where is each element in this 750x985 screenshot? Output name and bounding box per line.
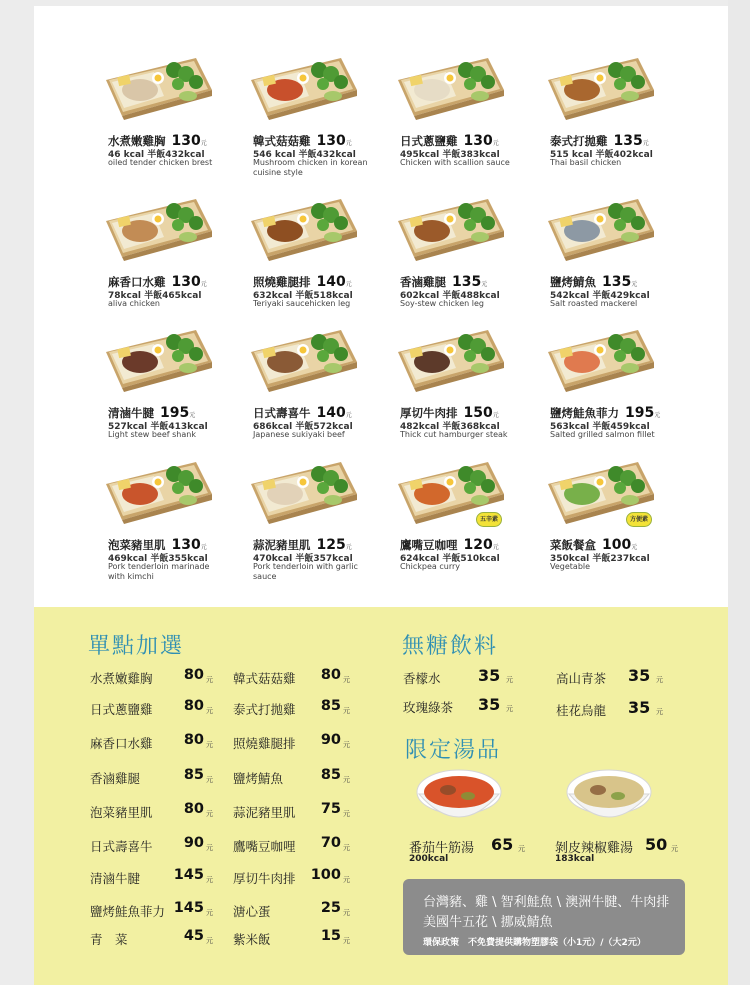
addon-item-name: 泡菜豬里肌 (90, 805, 153, 820)
currency-unit: 元 (206, 844, 213, 852)
meal-english-name: oiled tender chicken brest (108, 158, 213, 167)
currency-unit: 元 (206, 810, 213, 818)
currency-unit: 元 (345, 140, 352, 147)
currency-unit: 元 (343, 707, 350, 715)
currency-unit: 元 (656, 676, 663, 684)
meal-card (396, 328, 546, 468)
meal-box-image (104, 197, 212, 261)
meal-price: 100 (602, 537, 632, 553)
addon-item-name: 溏心蛋 (233, 904, 271, 919)
meal-english-name: Thick cut hamburger steak (400, 430, 508, 439)
meal-calories: 624kcal 半飯510kcal (400, 554, 500, 564)
addon-item-name: 日式蔥鹽雞 (90, 702, 153, 717)
addon-item-name: 泰式打拋雞 (233, 702, 296, 717)
meal-box-image (396, 197, 504, 261)
soup-bowl-image (566, 768, 652, 828)
soups-title: 限定湯品 (405, 738, 502, 763)
meal-card (396, 460, 546, 600)
meal-calories: 469kcal 半飯355kcal (108, 554, 208, 564)
meal-calories: 632kcal 半飯518kcal (253, 291, 353, 301)
drink-name: 高山青茶 (556, 671, 607, 686)
meal-card (249, 56, 399, 196)
currency-unit: 元 (200, 544, 207, 551)
addon-item-name: 日式壽喜牛 (90, 839, 153, 854)
addon-item-price: 70 (320, 835, 341, 851)
addon-item-price: 80 (183, 698, 204, 714)
soup-price: 50 (645, 835, 668, 854)
drink-price: 35 (628, 698, 651, 717)
meal-name: 菜飯餐盒 (550, 538, 596, 552)
currency-unit: 元 (343, 741, 350, 749)
meal-name: 照燒雞腿排 (253, 275, 311, 289)
meal-calories: 350kcal 半飯237kcal (550, 554, 650, 564)
currency-unit: 元 (345, 281, 352, 288)
addon-item-price: 80 (320, 667, 341, 683)
meal-box-image (104, 460, 212, 524)
meal-card (249, 460, 399, 600)
meal-name: 鷹嘴豆咖哩 (400, 538, 458, 552)
addon-item-name: 鹽烤鮭魚菲力 (90, 904, 166, 919)
meal-price: 140 (316, 405, 346, 421)
meal-price: 195 (160, 405, 190, 421)
meal-calories: 482kcal 半飯368kcal (400, 422, 500, 432)
addon-item-name: 香滷雞腿 (90, 771, 141, 786)
meal-card (546, 328, 696, 468)
drinks-title: 無糖飲料 (402, 634, 499, 659)
currency-unit: 元 (656, 708, 663, 716)
meal-price: 135 (602, 274, 632, 290)
currency-unit: 元 (206, 876, 213, 884)
currency-unit: 元 (492, 412, 499, 419)
meal-english-name: Thai basil chicken (550, 158, 622, 167)
meal-price: 135 (452, 274, 482, 290)
page-margin (728, 0, 750, 985)
soup-price: 65 (491, 835, 514, 854)
meal-card (104, 460, 254, 600)
note-bag-policy: 環保政策 不免費提供購物塑膠袋（小1元）/（大2元） (423, 938, 646, 948)
meal-calories: 78kcal 半飯465kcal (108, 291, 202, 301)
currency-unit: 元 (345, 544, 352, 551)
meal-price: 130 (463, 133, 493, 149)
drink-name: 香檬水 (403, 671, 441, 686)
meal-card (546, 197, 696, 337)
addon-item-name: 清滷牛腱 (90, 871, 141, 886)
meal-english-name: Teriyaki saucehicken leg (253, 299, 351, 308)
currency-unit: 元 (631, 544, 638, 551)
currency-unit: 元 (671, 845, 678, 853)
drink-name: 玫瑰綠茶 (403, 700, 454, 715)
meal-box-image (546, 197, 654, 261)
meal-name: 水煮嫩雞胸 (108, 134, 166, 148)
addon-item-price: 85 (320, 698, 341, 714)
meal-card (546, 56, 696, 196)
addon-item-price: 90 (183, 835, 204, 851)
addon-item-price: 85 (183, 767, 204, 783)
addon-item-price: 80 (183, 801, 204, 817)
meal-price: 120 (463, 537, 493, 553)
currency-unit: 元 (206, 937, 213, 945)
meal-calories: 563kcal 半飯459kcal (550, 422, 650, 432)
meal-box-image (546, 56, 654, 120)
meal-name: 日式壽喜牛 (253, 406, 311, 420)
meal-box-image (249, 328, 357, 392)
addon-item-price: 80 (183, 667, 204, 683)
meal-english-name: Chicken with scallion sauce (400, 158, 510, 167)
meal-english-name: Vegetable (550, 562, 591, 571)
veg-badge: 方便素 (626, 512, 652, 527)
meal-name: 清滷牛腱 (108, 406, 154, 420)
meal-price: 130 (171, 133, 201, 149)
currency-unit: 元 (343, 909, 350, 917)
currency-unit: 元 (654, 412, 661, 419)
addon-item-name: 蒜泥豬里肌 (233, 805, 296, 820)
note-origin-line-2: 美國牛五花 \ 挪威鯖魚 (423, 915, 553, 930)
addon-item-name: 水煮嫩雞胸 (90, 671, 153, 686)
meal-name: 泰式打拋雞 (550, 134, 608, 148)
currency-unit: 元 (343, 810, 350, 818)
addon-item-name: 照燒雞腿排 (233, 736, 296, 751)
meal-card (546, 460, 696, 600)
addon-item-price: 145 (173, 900, 204, 916)
meal-calories: 602kcal 半飯488kcal (400, 291, 500, 301)
meal-english-name: Japanese sukiyaki beef (253, 430, 345, 439)
meal-box-image (104, 328, 212, 392)
soup-name: 剝皮辣椒雞湯 (555, 841, 634, 856)
currency-unit: 元 (343, 776, 350, 784)
addon-item-price: 90 (320, 732, 341, 748)
drink-price: 35 (628, 666, 651, 685)
meal-calories: 686kcal 半飯572kcal (253, 422, 353, 432)
meal-name: 厚切牛肉排 (400, 406, 458, 420)
sourcing-note (403, 879, 685, 955)
currency-unit: 元 (206, 909, 213, 917)
currency-unit: 元 (206, 776, 213, 784)
addon-item-name: 紫米飯 (233, 932, 271, 947)
meal-name: 韓式菇菇雞 (253, 134, 311, 148)
meal-english-name: Salt roasted mackerel (550, 299, 638, 308)
note-origin-line-1: 台灣豬、雞 \ 智利鮭魚 \ 澳洲牛腱、牛肉排 (423, 895, 670, 910)
meal-name: 蒜泥豬里肌 (253, 538, 311, 552)
meal-card (249, 197, 399, 337)
addon-item-price: 100 (310, 867, 341, 883)
currency-unit: 元 (492, 544, 499, 551)
meal-box-image (546, 328, 654, 392)
currency-unit: 元 (518, 845, 525, 853)
veg-badge: 五辛素 (476, 512, 502, 527)
meal-calories: 527kcal 半飯413kcal (108, 422, 208, 432)
meal-name: 泡菜豬里肌 (108, 538, 166, 552)
meal-calories: 546 kcal 半飯432kcal (253, 150, 356, 160)
meal-box-image (249, 460, 357, 524)
meal-price: 130 (171, 537, 201, 553)
currency-unit: 元 (481, 281, 488, 288)
meal-english-name: Pork tenderloin with garlic sauce (253, 562, 358, 581)
currency-unit: 元 (345, 412, 352, 419)
meal-price: 130 (171, 274, 201, 290)
addon-item-price: 145 (173, 867, 204, 883)
currency-unit: 元 (200, 281, 207, 288)
addon-item-price: 25 (320, 900, 341, 916)
meal-price: 135 (613, 133, 643, 149)
addon-item-name: 厚切牛肉排 (233, 871, 296, 886)
currency-unit: 元 (189, 412, 196, 419)
currency-unit: 元 (343, 937, 350, 945)
meal-calories: 495kcal 半飯383kcal (400, 150, 500, 160)
meal-card (249, 328, 399, 468)
currency-unit: 元 (506, 705, 513, 713)
soup-calories: 200kcal (409, 854, 449, 864)
drink-name: 桂花烏龍 (556, 703, 607, 718)
addon-item-name: 鹽烤鯖魚 (233, 771, 284, 786)
meal-card (396, 56, 546, 196)
meal-card (104, 56, 254, 196)
meal-box-image (249, 197, 357, 261)
addon-item-name: 韓式菇菇雞 (233, 671, 296, 686)
meal-calories: 542kcal 半飯429kcal (550, 291, 650, 301)
meal-box-image (396, 56, 504, 120)
meal-calories: 470kcal 半飯357kcal (253, 554, 353, 564)
meal-box-image (104, 56, 212, 120)
currency-unit: 元 (631, 281, 638, 288)
meal-calories: 46 kcal 半飯432kcal (108, 150, 205, 160)
soup-name: 番茄牛筋湯 (409, 841, 475, 856)
meal-name: 日式蔥鹽雞 (400, 134, 458, 148)
meal-name: 香滷雞腿 (400, 275, 446, 289)
meal-price: 195 (625, 405, 655, 421)
addon-item-name: 青 菜 (90, 932, 128, 947)
meal-name: 麻香口水雞 (108, 275, 166, 289)
soup-bowl-image (416, 768, 502, 828)
currency-unit: 元 (206, 707, 213, 715)
meal-english-name: Soy-stew chicken leg (400, 299, 484, 308)
meal-box-image (249, 56, 357, 120)
currency-unit: 元 (200, 140, 207, 147)
meal-english-name: Mushroom chicken in korean cuisine style (253, 158, 368, 177)
meal-name: 鹽烤鮭魚菲力 (550, 406, 619, 420)
addons-title: 單點加選 (88, 634, 185, 659)
meal-price: 150 (463, 405, 493, 421)
soup-calories: 183kcal (555, 854, 595, 864)
meal-english-name: Light stew beef shank (108, 430, 196, 439)
drink-price: 35 (478, 666, 501, 685)
currency-unit: 元 (343, 676, 350, 684)
addon-item-name: 鷹嘴豆咖哩 (233, 839, 296, 854)
meal-box-image (396, 328, 504, 392)
addon-item-price: 80 (183, 732, 204, 748)
currency-unit: 元 (343, 876, 350, 884)
meal-price: 125 (316, 537, 346, 553)
meal-english-name: Chickpea curry (400, 562, 460, 571)
meal-card (396, 197, 546, 337)
addon-item-price: 15 (320, 928, 341, 944)
drink-price: 35 (478, 695, 501, 714)
currency-unit: 元 (206, 741, 213, 749)
meal-card (104, 197, 254, 337)
addon-item-price: 85 (320, 767, 341, 783)
meal-calories: 515 kcal 半飯402kcal (550, 150, 653, 160)
meal-english-name: Pork tenderloin marinade with kimchi (108, 562, 210, 581)
addon-item-name: 麻香口水雞 (90, 736, 153, 751)
currency-unit: 元 (642, 140, 649, 147)
addon-item-price: 75 (320, 801, 341, 817)
meal-english-name: aliva chicken (108, 299, 160, 308)
meal-english-name: Salted grilled salmon fillet (550, 430, 655, 439)
meal-price: 140 (316, 274, 346, 290)
meal-price: 130 (316, 133, 346, 149)
currency-unit: 元 (343, 844, 350, 852)
currency-unit: 元 (206, 676, 213, 684)
meal-name: 鹽烤鯖魚 (550, 275, 596, 289)
currency-unit: 元 (492, 140, 499, 147)
currency-unit: 元 (506, 676, 513, 684)
addon-item-price: 45 (183, 928, 204, 944)
meal-card (104, 328, 254, 468)
